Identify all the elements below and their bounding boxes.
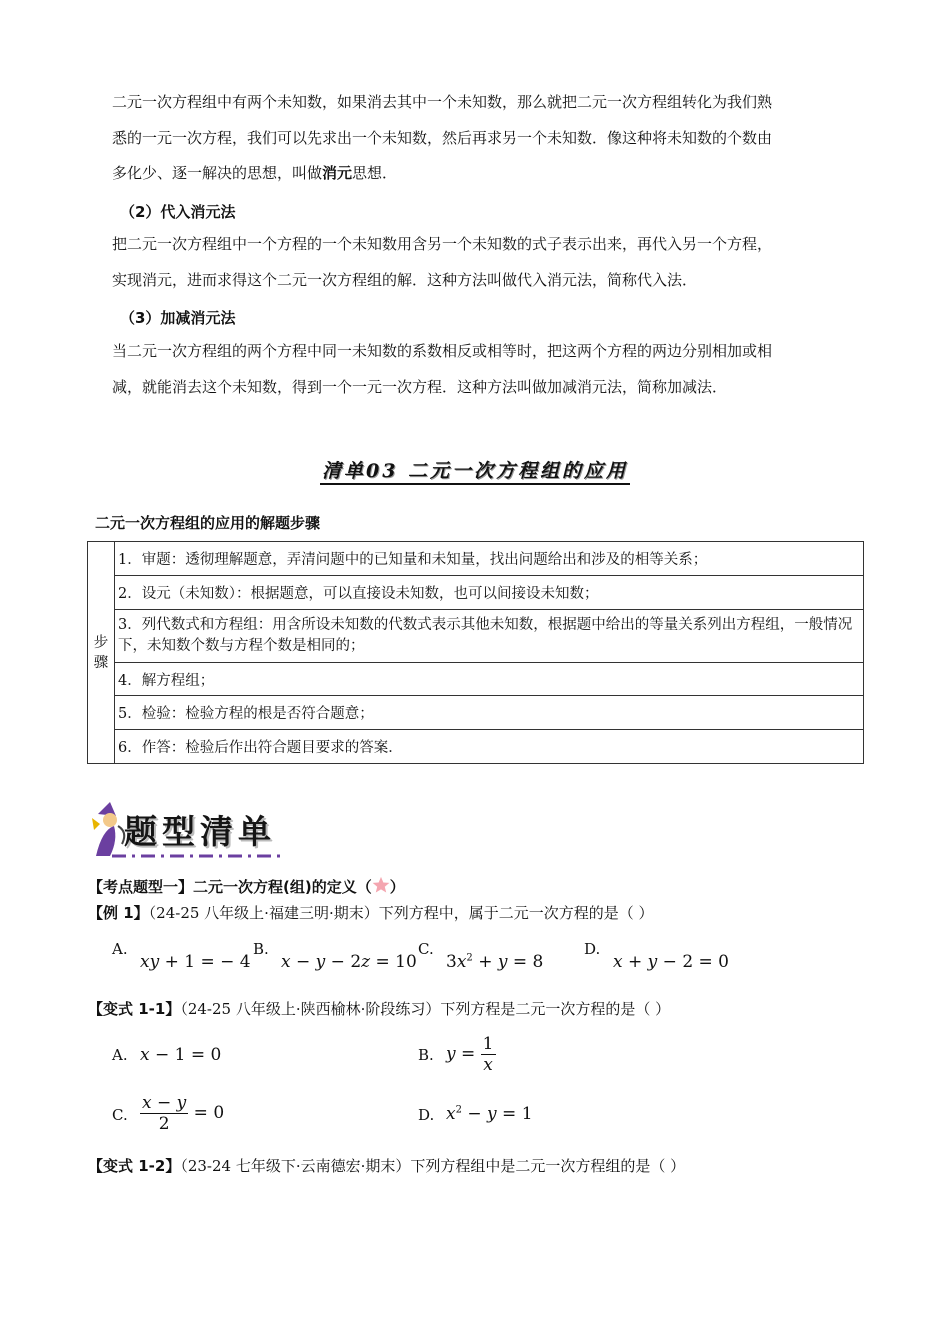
table-row (88, 610, 864, 663)
method2-line-2: 实现消元，进而求得这个二元一次方程组的解．这种方法叫做代入消元法，简称代入法． (112, 270, 698, 289)
example1-option-b: B. (253, 940, 269, 958)
variant1-1-option-a-expr: x − 1 = 0 (140, 1045, 222, 1065)
banner-title: 题型清单 (124, 812, 276, 851)
example1-question: 【例 1】（24-25 八年级上·福建三明·期末）下列方程中，属于二元一次方程的是（ ） (88, 904, 654, 922)
method3-line-2: 减，就能消去这个未知数，得到一个一元一次方程．这种方法叫做加减消元法，简称加减法． (112, 377, 728, 396)
steps-table (87, 541, 864, 764)
example1-option-b-expr: x − y − 2z = 10 (281, 952, 417, 972)
variant1-1-option-c: C. (112, 1106, 128, 1124)
table-row (88, 576, 864, 610)
section-title: 清单03 二元一次方程组的应用 (0, 456, 950, 483)
table-row (88, 663, 864, 696)
example1-option-a: A. (112, 940, 128, 958)
variant1-1-option-d: D. (418, 1106, 435, 1124)
method3-title: （3）加减消元法 (120, 309, 236, 327)
step-4: 4．解方程组； (115, 663, 864, 696)
example1-option-a-expr: xy + 1 = − 4 (140, 952, 251, 972)
step-5: 5．检验：检验方程的根是否符合题意； (115, 696, 864, 730)
step-2: 2．设元（未知数）：根据题意，可以直接设未知数，也可以间接设未知数； (115, 576, 864, 610)
method3-body (112, 334, 852, 405)
example1-option-d-expr: x + y − 2 = 0 (613, 952, 730, 972)
question-types-banner (88, 796, 288, 862)
example1-option-c-expr: $3x^2 + y = 8$ (446, 952, 544, 972)
method2-title: （2）代入消元法 (120, 203, 236, 221)
variant1-2-question: 【变式 1-2】（23-24 七年级下·云南德宏·期末）下列方程组中是二元一次方程组的是（ ） (88, 1157, 686, 1175)
method2-body (112, 227, 852, 298)
keyword-xiaoyuan: 消元 (322, 164, 353, 182)
elimination-intro (112, 85, 852, 192)
variant1-1-question: 【变式 1-1】（24-25 八年级上·陕西榆林·阶段练习）下列方程是二元一次方程的是（ ） (88, 1000, 671, 1018)
step-1: 1．审题：透彻理解题意，弄清问题中的已知量和未知量，找出问题给出和涉及的相等关系； (115, 542, 864, 576)
variant1-1-option-b-expr: y = $\frac{1}{x}$ (446, 1034, 494, 1075)
intro-line-1: 二元一次方程组中有两个未知数，如果消去其中一个未知数，那么就把二元一次方程组转化为我们熟 (112, 93, 773, 111)
variant1-1-option-c-expr: $\frac{x - y}{2}$ = 0 (142, 1093, 225, 1134)
star-icon (372, 876, 390, 894)
step-3: 3．列代数式和方程组：用含所设未知数的代数式表示其他未知数，根据题中给出的等量关系列出方程组，一般情况下，未知数个数与方程个数是相同的； (115, 610, 864, 663)
method3-line-1: 当二元一次方程组的两个方程中同一未知数的系数相反或相等时，把这两个方程的两边分别相加或相 (112, 342, 773, 360)
variant1-1-option-a: A. (112, 1046, 128, 1064)
steps-label: 步 骤 (88, 542, 115, 764)
steps-heading: 二元一次方程组的应用的解题步骤 (95, 514, 321, 532)
table-row (88, 730, 864, 764)
table-row (88, 696, 864, 730)
example1-option-d: D. (584, 940, 601, 958)
method2-line-1: 把二元一次方程组中一个方程的一个未知数用含另一个未知数的式子表示出来，再代入另一个方程， (112, 235, 773, 253)
variant1-1-option-d-expr: $x^2 - y = 1$ (446, 1104, 533, 1124)
intro-line-2: 悉的一元一次方程，我们可以先求出一个未知数，然后再求另一个未知数．像这种将未知数的个数由 (112, 128, 773, 147)
table-row (88, 542, 864, 576)
variant1-1-option-b: B. (418, 1046, 434, 1064)
example1-option-c: C. (418, 940, 434, 958)
intro-line-3: 多化少、逐一解决的思想，叫做消元思想． (112, 164, 398, 182)
step-6: 6．作答：检验后作出符合题目要求的答案． (115, 730, 864, 764)
topic1-heading: 【考点题型一】二元一次方程(组)的定义（ ） (88, 878, 405, 896)
